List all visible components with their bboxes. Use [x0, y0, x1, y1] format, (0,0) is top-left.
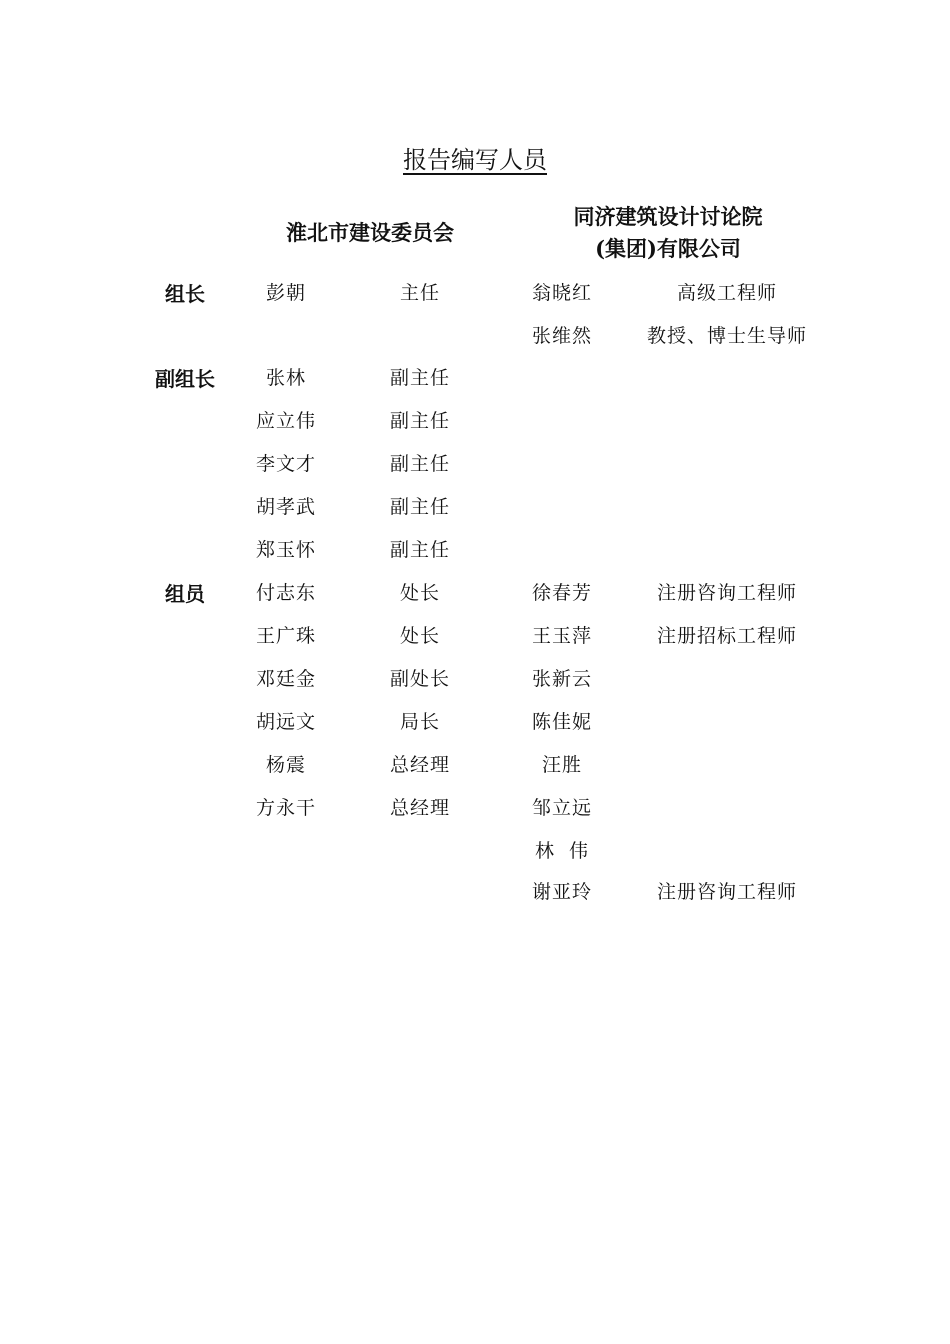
commission-name: 方永干 — [255, 797, 317, 819]
commission-position: 副主任 — [389, 410, 451, 432]
commission-name: 付志东 — [255, 582, 317, 604]
tongji-name: 张新云 — [531, 668, 593, 690]
commission-position: 副主任 — [389, 539, 451, 561]
commission-position: 局长 — [399, 711, 441, 733]
commission-name: 胡远文 — [255, 711, 317, 733]
commission-position: 副处长 — [389, 668, 451, 690]
commission-position: 副主任 — [389, 496, 451, 518]
role-member: 组员 — [165, 582, 205, 606]
commission-name: 王广珠 — [255, 625, 317, 647]
tongji-title: 高级工程师 — [676, 282, 778, 304]
tongji-title: 注册招标工程师 — [656, 625, 798, 647]
tongji-name: 邹立远 — [531, 797, 593, 819]
tongji-name: 谢亚玲 — [531, 881, 593, 903]
heading-tongji-line2: (集团)有限公司 — [595, 236, 741, 261]
commission-name: 应立伟 — [255, 410, 317, 432]
commission-position: 主任 — [399, 282, 441, 304]
commission-position: 总经理 — [389, 754, 451, 776]
commission-position: 副主任 — [389, 453, 451, 475]
tongji-title: 注册咨询工程师 — [656, 881, 798, 903]
tongji-name: 陈佳妮 — [531, 711, 593, 733]
commission-name: 彭朝 — [265, 282, 307, 304]
commission-name: 李文才 — [255, 453, 317, 475]
commission-position: 处长 — [399, 625, 441, 647]
commission-name: 杨震 — [265, 754, 307, 776]
tongji-name: 徐春芳 — [531, 582, 593, 604]
commission-position: 副主任 — [389, 367, 451, 389]
tongji-title: 注册咨询工程师 — [656, 582, 798, 604]
heading-commission: 淮北市建设委员会 — [286, 220, 454, 245]
tongji-name: 翁晓红 — [531, 282, 593, 304]
commission-name: 郑玉怀 — [255, 539, 317, 561]
role-deputy: 副组长 — [155, 367, 215, 391]
commission-name: 张林 — [265, 367, 307, 389]
commission-position: 处长 — [399, 582, 441, 604]
tongji-name: 张维然 — [531, 325, 593, 347]
page-title: 报告编写人员 — [403, 146, 547, 174]
tongji-name: 林 伟 — [534, 840, 590, 862]
tongji-name: 王玉萍 — [531, 625, 593, 647]
commission-position: 总经理 — [389, 797, 451, 819]
tongji-title: 教授、博士生导师 — [646, 325, 808, 347]
role-leader: 组长 — [165, 282, 205, 306]
commission-name: 邓廷金 — [255, 668, 317, 690]
tongji-name: 汪胜 — [541, 754, 583, 776]
heading-tongji-line1: 同济建筑设计讨论院 — [573, 204, 763, 229]
commission-name: 胡孝武 — [255, 496, 317, 518]
